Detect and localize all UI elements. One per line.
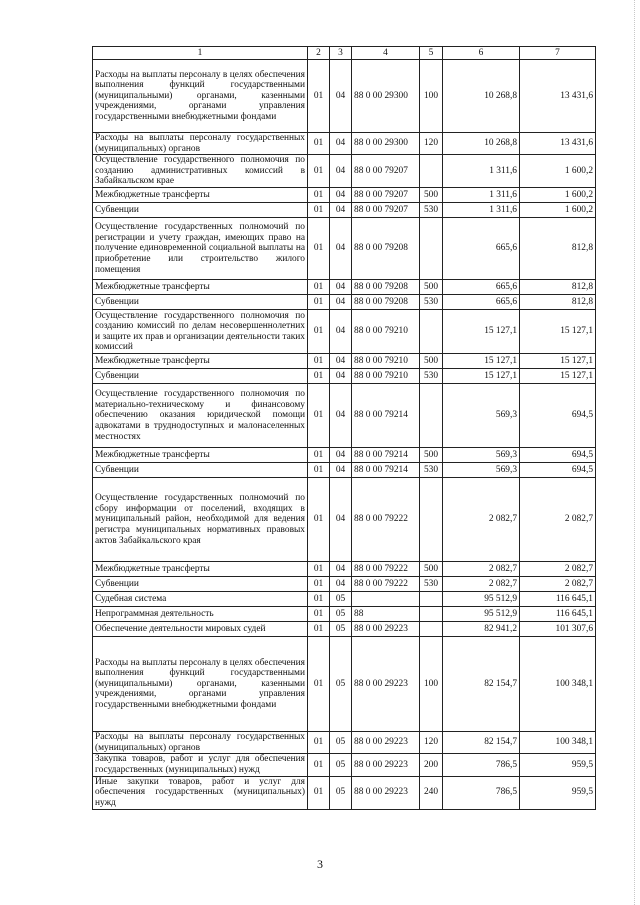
cell-sec: 01 bbox=[308, 478, 330, 562]
row-description: Осуществление государственного полномочия по созданию комиссий по делам несовершеннолетних и защите их прав и организации деятельности таких комиссий bbox=[93, 310, 308, 354]
cell-v7: 959,5 bbox=[520, 776, 596, 809]
cell-art: 88 0 00 79207 bbox=[352, 188, 420, 203]
cell-v6: 569,3 bbox=[443, 463, 520, 478]
cell-v6: 10 268,8 bbox=[443, 60, 520, 133]
row-description: Расходы на выплаты персоналу государственных (муниципальных) органов bbox=[93, 732, 308, 754]
cell-sec: 01 bbox=[308, 280, 330, 295]
cell-v7: 15 127,1 bbox=[520, 369, 596, 384]
cell-sub: 04 bbox=[330, 577, 352, 592]
cell-sub: 04 bbox=[330, 369, 352, 384]
table-row bbox=[93, 384, 596, 448]
cell-sec: 01 bbox=[308, 295, 330, 310]
cell-v6: 2 082,7 bbox=[443, 562, 520, 577]
row-description: Закупка товаров, работ и услуг для обеспечения государственных (муниципальных) нужд bbox=[93, 754, 308, 776]
table-row bbox=[93, 754, 596, 776]
row-description: Субвенции bbox=[93, 577, 308, 592]
cell-v6: 2 082,7 bbox=[443, 577, 520, 592]
cell-type: 100 bbox=[420, 637, 443, 732]
cell-type: 530 bbox=[420, 369, 443, 384]
cell-type bbox=[420, 622, 443, 637]
cell-sec: 01 bbox=[308, 776, 330, 809]
cell-art: 88 0 00 79222 bbox=[352, 562, 420, 577]
cell-sub: 04 bbox=[330, 218, 352, 280]
cell-v6: 569,3 bbox=[443, 448, 520, 463]
cell-v7: 959,5 bbox=[520, 754, 596, 776]
table-row bbox=[93, 133, 596, 155]
cell-type bbox=[420, 478, 443, 562]
cell-type: 530 bbox=[420, 295, 443, 310]
cell-type: 120 bbox=[420, 133, 443, 155]
cell-sec: 01 bbox=[308, 622, 330, 637]
cell-v7: 812,8 bbox=[520, 218, 596, 280]
cell-sub: 05 bbox=[330, 637, 352, 732]
row-description: Расходы на выплаты персоналу государственных (муниципальных) органов bbox=[93, 133, 308, 155]
cell-v6: 1 311,6 bbox=[443, 203, 520, 218]
table-row bbox=[93, 776, 596, 809]
cell-sub: 05 bbox=[330, 622, 352, 637]
table-row bbox=[93, 280, 596, 295]
row-description: Субвенции bbox=[93, 369, 308, 384]
cell-type bbox=[420, 155, 443, 188]
table-row bbox=[93, 607, 596, 622]
cell-sec: 01 bbox=[308, 732, 330, 754]
cell-art: 88 0 00 79210 bbox=[352, 354, 420, 369]
cell-sub: 05 bbox=[330, 732, 352, 754]
table-row bbox=[93, 295, 596, 310]
cell-v7: 812,8 bbox=[520, 295, 596, 310]
cell-art: 88 0 00 79222 bbox=[352, 577, 420, 592]
cell-sub: 04 bbox=[330, 448, 352, 463]
row-description: Осуществление государственного полномочия по материально-техническому и финансовому обеспечению оказания юридической помощи адвокатами в труднодоступных и малонаселенных местностях bbox=[93, 384, 308, 448]
cell-v6: 665,6 bbox=[443, 218, 520, 280]
header-cell: 5 bbox=[420, 47, 443, 60]
header-cell: 6 bbox=[443, 47, 520, 60]
cell-sub: 04 bbox=[330, 310, 352, 354]
cell-sub: 05 bbox=[330, 754, 352, 776]
row-description: Межбюджетные трансферты bbox=[93, 280, 308, 295]
row-description: Осуществление государственных полномочий по регистрации и учету граждан, имеющих право на получение единовременной социальной выплаты на приобретение или строительство жилого помещения bbox=[93, 218, 308, 280]
cell-sec: 01 bbox=[308, 384, 330, 448]
cell-type: 200 bbox=[420, 754, 443, 776]
cell-type bbox=[420, 310, 443, 354]
cell-art: 88 0 00 79208 bbox=[352, 218, 420, 280]
cell-sec: 01 bbox=[308, 188, 330, 203]
cell-sec: 01 bbox=[308, 218, 330, 280]
cell-v6: 95 512,9 bbox=[443, 592, 520, 607]
cell-sub: 05 bbox=[330, 592, 352, 607]
cell-type: 240 bbox=[420, 776, 443, 809]
cell-v6: 15 127,1 bbox=[443, 369, 520, 384]
table-row bbox=[93, 637, 596, 732]
cell-sec: 01 bbox=[308, 562, 330, 577]
row-description: Осуществление государственных полномочий по сбору информации от поселений, входящих в муниципальный район, необходимой для ведения регистра муниципальных нормативных правовых актов Забайкальского края bbox=[93, 478, 308, 562]
row-description: Межбюджетные трансферты bbox=[93, 562, 308, 577]
cell-art: 88 0 00 79207 bbox=[352, 203, 420, 218]
cell-v7: 13 431,6 bbox=[520, 133, 596, 155]
cell-sec: 01 bbox=[308, 463, 330, 478]
table-row bbox=[93, 592, 596, 607]
header-cell: 4 bbox=[352, 47, 420, 60]
cell-sub: 04 bbox=[330, 295, 352, 310]
header-cell: 2 bbox=[308, 47, 330, 60]
cell-type: 500 bbox=[420, 188, 443, 203]
table-row bbox=[93, 155, 596, 188]
row-description: Иные закупки товаров, работ и услуг для обеспечения государственных (муниципальных) нужд bbox=[93, 776, 308, 809]
header-cell: 7 bbox=[520, 47, 596, 60]
cell-type: 530 bbox=[420, 463, 443, 478]
cell-art: 88 0 00 29223 bbox=[352, 732, 420, 754]
row-description: Субвенции bbox=[93, 295, 308, 310]
cell-art: 88 bbox=[352, 607, 420, 622]
row-description: Судебная система bbox=[93, 592, 308, 607]
cell-art: 88 0 00 29223 bbox=[352, 776, 420, 809]
cell-v7: 694,5 bbox=[520, 448, 596, 463]
cell-type: 500 bbox=[420, 562, 443, 577]
cell-v6: 665,6 bbox=[443, 295, 520, 310]
cell-v6: 15 127,1 bbox=[443, 354, 520, 369]
cell-v6: 10 268,8 bbox=[443, 133, 520, 155]
cell-sub: 04 bbox=[330, 133, 352, 155]
cell-v6: 15 127,1 bbox=[443, 310, 520, 354]
table-row bbox=[93, 218, 596, 280]
cell-sec: 01 bbox=[308, 310, 330, 354]
cell-sub: 04 bbox=[330, 463, 352, 478]
row-description: Межбюджетные трансферты bbox=[93, 354, 308, 369]
cell-v6: 1 311,6 bbox=[443, 155, 520, 188]
cell-v7: 13 431,6 bbox=[520, 60, 596, 133]
scan-edge-line bbox=[634, 0, 635, 905]
table-row bbox=[93, 354, 596, 369]
cell-v7: 1 600,2 bbox=[520, 155, 596, 188]
table-row bbox=[93, 478, 596, 562]
cell-sub: 04 bbox=[330, 562, 352, 577]
cell-sec: 01 bbox=[308, 592, 330, 607]
cell-sub: 04 bbox=[330, 280, 352, 295]
cell-sec: 01 bbox=[308, 354, 330, 369]
cell-sub: 04 bbox=[330, 384, 352, 448]
cell-art: 88 0 00 79214 bbox=[352, 384, 420, 448]
table-row bbox=[93, 463, 596, 478]
cell-sec: 01 bbox=[308, 754, 330, 776]
cell-sub: 05 bbox=[330, 776, 352, 809]
cell-v6: 82 154,7 bbox=[443, 732, 520, 754]
cell-sec: 01 bbox=[308, 369, 330, 384]
cell-art: 88 0 00 29223 bbox=[352, 637, 420, 732]
cell-sec: 01 bbox=[308, 60, 330, 133]
cell-v7: 1 600,2 bbox=[520, 203, 596, 218]
cell-v7: 116 645,1 bbox=[520, 592, 596, 607]
budget-table bbox=[92, 46, 596, 810]
cell-v7: 694,5 bbox=[520, 463, 596, 478]
row-description: Непрограммная деятельность bbox=[93, 607, 308, 622]
table-row bbox=[93, 60, 596, 133]
table-row bbox=[93, 562, 596, 577]
cell-art: 88 0 00 79207 bbox=[352, 155, 420, 188]
cell-v7: 2 082,7 bbox=[520, 562, 596, 577]
cell-sub: 04 bbox=[330, 354, 352, 369]
cell-v6: 786,5 bbox=[443, 776, 520, 809]
cell-type: 120 bbox=[420, 732, 443, 754]
cell-sub: 04 bbox=[330, 478, 352, 562]
cell-art bbox=[352, 592, 420, 607]
cell-type bbox=[420, 218, 443, 280]
table-row bbox=[93, 577, 596, 592]
row-description: Субвенции bbox=[93, 463, 308, 478]
cell-art: 88 0 00 29223 bbox=[352, 754, 420, 776]
table-row bbox=[93, 448, 596, 463]
cell-sub: 04 bbox=[330, 188, 352, 203]
cell-v7: 100 348,1 bbox=[520, 732, 596, 754]
cell-sec: 01 bbox=[308, 637, 330, 732]
cell-v7: 100 348,1 bbox=[520, 637, 596, 732]
cell-v7: 2 082,7 bbox=[520, 577, 596, 592]
cell-v7: 812,8 bbox=[520, 280, 596, 295]
cell-type: 500 bbox=[420, 354, 443, 369]
cell-art: 88 0 00 79214 bbox=[352, 463, 420, 478]
cell-sub: 05 bbox=[330, 607, 352, 622]
cell-v6: 1 311,6 bbox=[443, 188, 520, 203]
cell-v6: 2 082,7 bbox=[443, 478, 520, 562]
header-cell: 3 bbox=[330, 47, 352, 60]
header-cell: 1 bbox=[93, 47, 308, 60]
cell-type: 530 bbox=[420, 577, 443, 592]
cell-art: 88 0 00 79208 bbox=[352, 280, 420, 295]
row-description: Межбюджетные трансферты bbox=[93, 448, 308, 463]
cell-v7: 1 600,2 bbox=[520, 188, 596, 203]
cell-v7: 694,5 bbox=[520, 384, 596, 448]
cell-v7: 116 645,1 bbox=[520, 607, 596, 622]
cell-sec: 01 bbox=[308, 607, 330, 622]
page-number: 3 bbox=[317, 857, 323, 871]
cell-sec: 01 bbox=[308, 448, 330, 463]
cell-type: 500 bbox=[420, 280, 443, 295]
cell-art: 88 0 00 29300 bbox=[352, 133, 420, 155]
row-description: Межбюджетные трансферты bbox=[93, 188, 308, 203]
table-row bbox=[93, 732, 596, 754]
cell-v7: 2 082,7 bbox=[520, 478, 596, 562]
row-description: Обеспечение деятельности мировых судей bbox=[93, 622, 308, 637]
table-row bbox=[93, 188, 596, 203]
table-row bbox=[93, 203, 596, 218]
cell-type: 500 bbox=[420, 448, 443, 463]
cell-sub: 04 bbox=[330, 155, 352, 188]
cell-sec: 01 bbox=[308, 203, 330, 218]
cell-type: 530 bbox=[420, 203, 443, 218]
row-description: Осуществление государственного полномочия по созданию административных комиссий в Забайкальском крае bbox=[93, 155, 308, 188]
row-description: Расходы на выплаты персоналу в целях обеспечения выполнения функций государственными (муниципальными) органами, казенными учреждениями, органами управления государственными внебюджетными фондами bbox=[93, 637, 308, 732]
cell-art: 88 0 00 29300 bbox=[352, 60, 420, 133]
cell-v6: 82 941,2 bbox=[443, 622, 520, 637]
cell-sec: 01 bbox=[308, 155, 330, 188]
cell-v6: 665,6 bbox=[443, 280, 520, 295]
cell-art: 88 0 00 79208 bbox=[352, 295, 420, 310]
cell-v6: 786,5 bbox=[443, 754, 520, 776]
cell-v6: 82 154,7 bbox=[443, 637, 520, 732]
cell-v7: 15 127,1 bbox=[520, 310, 596, 354]
header-row bbox=[93, 47, 596, 60]
cell-sec: 01 bbox=[308, 577, 330, 592]
cell-art: 88 0 00 79214 bbox=[352, 448, 420, 463]
cell-sub: 04 bbox=[330, 60, 352, 133]
cell-v7: 101 307,6 bbox=[520, 622, 596, 637]
table-row bbox=[93, 622, 596, 637]
cell-type: 100 bbox=[420, 60, 443, 133]
cell-art: 88 0 00 29223 bbox=[352, 622, 420, 637]
cell-v6: 95 512,9 bbox=[443, 607, 520, 622]
cell-art: 88 0 00 79210 bbox=[352, 369, 420, 384]
cell-v6: 569,3 bbox=[443, 384, 520, 448]
cell-type bbox=[420, 384, 443, 448]
cell-art: 88 0 00 79210 bbox=[352, 310, 420, 354]
cell-v7: 15 127,1 bbox=[520, 354, 596, 369]
cell-art: 88 0 00 79222 bbox=[352, 478, 420, 562]
cell-sec: 01 bbox=[308, 133, 330, 155]
table-row bbox=[93, 310, 596, 354]
row-description: Расходы на выплаты персоналу в целях обеспечения выполнения функций государственными (муниципальными) органами, казенными учреждениями, органами управления государственными внебюджетными фондами bbox=[93, 60, 308, 133]
cell-type bbox=[420, 607, 443, 622]
table-row bbox=[93, 369, 596, 384]
row-description: Субвенции bbox=[93, 203, 308, 218]
cell-type bbox=[420, 592, 443, 607]
cell-sub: 04 bbox=[330, 203, 352, 218]
